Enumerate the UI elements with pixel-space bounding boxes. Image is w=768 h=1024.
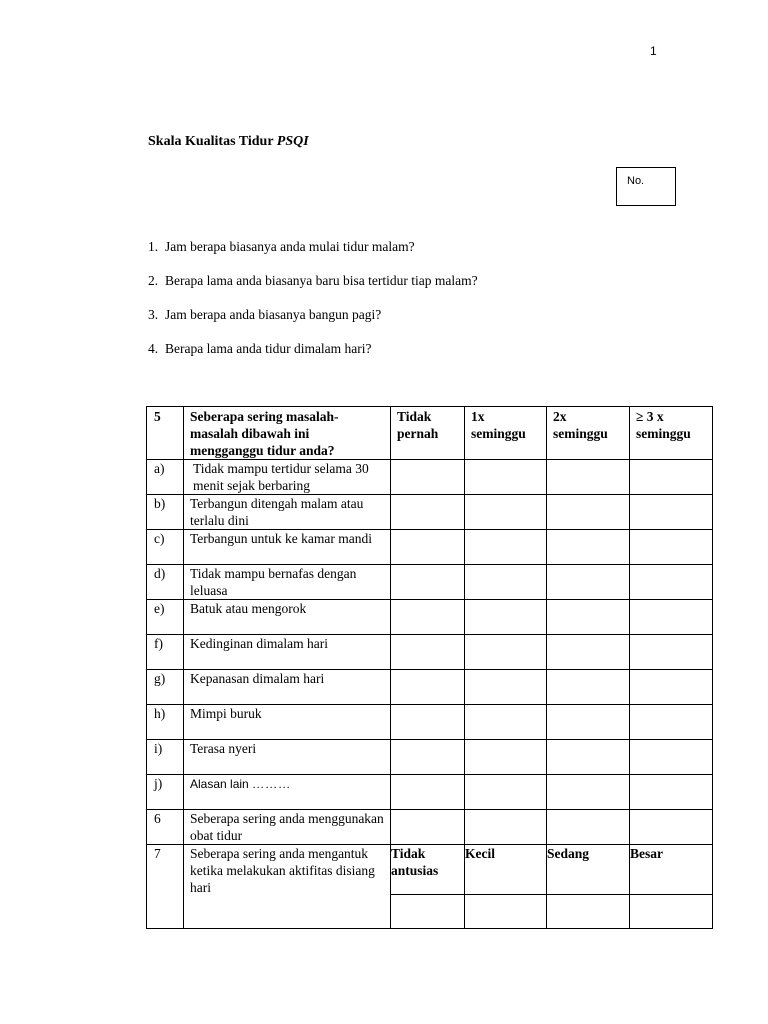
row-label: h) <box>147 705 184 740</box>
answer-cell[interactable] <box>547 705 630 740</box>
header-option-3x: ≥ 3 x seminggu <box>630 407 713 460</box>
answer-cell[interactable] <box>630 810 713 845</box>
table-row <box>147 775 713 810</box>
answer-cell[interactable] <box>391 810 465 845</box>
answer-cell[interactable] <box>465 670 547 705</box>
row-text: Kedinginan dimalam hari <box>184 635 391 670</box>
answer-cell[interactable] <box>465 705 547 740</box>
answer-cell[interactable] <box>547 810 630 845</box>
answer-cell[interactable] <box>465 740 547 775</box>
answer-cell[interactable] <box>630 635 713 670</box>
answer-cell[interactable] <box>630 705 713 740</box>
row-text: Mimpi buruk <box>184 705 391 740</box>
answer-cell[interactable] <box>465 495 547 530</box>
answer-cell[interactable] <box>630 600 713 635</box>
number-box-label: No. <box>627 175 645 187</box>
row-text: Kepanasan dimalam hari <box>184 670 391 705</box>
question-text: Jam berapa anda biasanya bangun pagi? <box>165 307 382 322</box>
table-row-7 <box>147 845 713 895</box>
answer-cell[interactable] <box>391 600 465 635</box>
row-label: e) <box>147 600 184 635</box>
answer-cell[interactable] <box>391 670 465 705</box>
answer-cell[interactable] <box>630 740 713 775</box>
answer-cell[interactable] <box>547 530 630 565</box>
question-text: Berapa lama anda biasanya baru bisa tertidur tiap malam? <box>165 273 478 288</box>
question-4 <box>148 341 372 357</box>
header-question: Seberapa sering masalah-masalah dibawah ini mengganggu tidur anda? <box>184 407 391 460</box>
question-text: Berapa lama anda tidur dimalam hari? <box>165 341 372 356</box>
question-3 <box>148 307 381 323</box>
answer-cell[interactable] <box>630 565 713 600</box>
answer-cell[interactable] <box>465 600 547 635</box>
answer-cell[interactable] <box>391 495 465 530</box>
row-label: g) <box>147 670 184 705</box>
other-reason-label: Alasan lain <box>190 777 249 791</box>
answer-cell[interactable] <box>630 670 713 705</box>
row-text: Tidak mampu bernafas dengan leluasa <box>184 565 391 600</box>
number-box <box>616 167 676 206</box>
table-row <box>147 600 713 635</box>
table-row <box>147 740 713 775</box>
answer-cell[interactable] <box>547 600 630 635</box>
answer-cell[interactable] <box>391 740 465 775</box>
table-row <box>147 670 713 705</box>
row-label: 7 <box>147 845 184 929</box>
answer-cell[interactable] <box>465 565 547 600</box>
answer-cell[interactable] <box>630 775 713 810</box>
row-text: Seberapa sering anda mengantuk ketika melakukan aktifitas disiang hari <box>184 845 391 929</box>
answer-cell[interactable] <box>465 775 547 810</box>
table-row <box>147 705 713 740</box>
header-option-2x: 2x seminggu <box>547 407 630 460</box>
other-reason-dots: ……… <box>252 777 292 791</box>
answer-cell[interactable] <box>547 775 630 810</box>
option-tidak-antusias: Tidak antusias <box>391 845 465 895</box>
question-number: 4. <box>148 341 159 356</box>
question-1 <box>148 239 415 255</box>
row-text: Seberapa sering anda menggunakan obat tidur <box>184 810 391 845</box>
table-row <box>147 810 713 845</box>
header-option-tidak-pernah: Tidak pernah <box>391 407 465 460</box>
answer-cell[interactable] <box>391 895 465 929</box>
answer-cell[interactable] <box>391 460 465 495</box>
table-row <box>147 460 713 495</box>
header-number: 5 <box>147 407 184 460</box>
answer-cell[interactable] <box>465 810 547 845</box>
row-label: c) <box>147 530 184 565</box>
document-title-main: Skala Kualitas Tidur <box>148 134 277 149</box>
row-label: f) <box>147 635 184 670</box>
row-text: Batuk atau mengorok <box>184 600 391 635</box>
document-title <box>148 134 309 150</box>
table-row <box>147 495 713 530</box>
table-header-row <box>147 407 713 460</box>
page-number: 1 <box>650 44 657 58</box>
question-number: 3. <box>148 307 159 322</box>
answer-cell[interactable] <box>630 530 713 565</box>
answer-cell[interactable] <box>630 460 713 495</box>
answer-cell[interactable] <box>391 705 465 740</box>
row-label: i) <box>147 740 184 775</box>
psqi-table <box>146 406 713 929</box>
row-text: Tidak mampu tertidur selama 30 menit sejak berbaring <box>184 460 391 495</box>
question-2 <box>148 273 478 289</box>
answer-cell[interactable] <box>547 635 630 670</box>
table-row <box>147 635 713 670</box>
row-label: j) <box>147 775 184 810</box>
row-text: Terasa nyeri <box>184 740 391 775</box>
header-option-1x: 1x seminggu <box>465 407 547 460</box>
row-label: 6 <box>147 810 184 845</box>
answer-cell[interactable] <box>391 530 465 565</box>
answer-cell[interactable] <box>465 895 547 929</box>
answer-cell[interactable] <box>630 495 713 530</box>
document-title-italic: PSQI <box>276 134 309 149</box>
question-text: Jam berapa biasanya anda mulai tidur malam? <box>165 239 415 254</box>
answer-cell[interactable] <box>547 460 630 495</box>
row-text: Terbangun untuk ke kamar mandi <box>184 530 391 565</box>
answer-cell[interactable] <box>465 635 547 670</box>
row-label: b) <box>147 495 184 530</box>
question-number: 2. <box>148 273 159 288</box>
table-row <box>147 565 713 600</box>
option-besar: Besar <box>630 845 713 895</box>
answer-cell[interactable] <box>547 495 630 530</box>
answer-cell[interactable] <box>465 460 547 495</box>
answer-cell[interactable] <box>547 670 630 705</box>
table-row <box>147 530 713 565</box>
row-label: d) <box>147 565 184 600</box>
answer-cell[interactable] <box>465 530 547 565</box>
question-number: 1. <box>148 239 159 254</box>
row-text-other <box>184 775 391 810</box>
row-label: a) <box>147 460 184 495</box>
answer-cell[interactable] <box>391 775 465 810</box>
answer-cell[interactable] <box>630 895 713 929</box>
answer-cell[interactable] <box>391 635 465 670</box>
row-text: Terbangun ditengah malam atau terlalu dini <box>184 495 391 530</box>
answer-cell[interactable] <box>547 895 630 929</box>
option-sedang: Sedang <box>547 845 630 895</box>
answer-cell[interactable] <box>391 565 465 600</box>
answer-cell[interactable] <box>547 740 630 775</box>
answer-cell[interactable] <box>547 565 630 600</box>
option-kecil: Kecil <box>465 845 547 895</box>
